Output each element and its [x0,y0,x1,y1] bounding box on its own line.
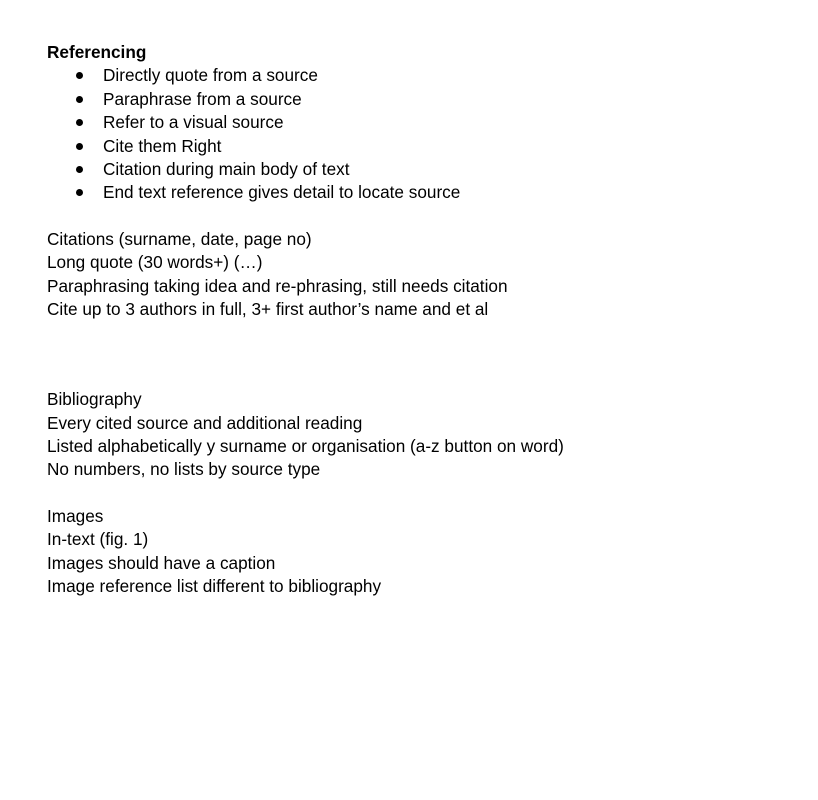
paragraph-spacer [47,482,787,505]
images-line: Images should have a caption [47,552,276,573]
citations-line: Paraphrasing taking idea and re-phrasing, still needs citation [47,275,508,296]
images-heading: Images [47,505,104,526]
list-item: Cite them Right [47,135,787,158]
bibliography-heading: Bibliography [47,389,142,410]
paragraph-spacer [47,321,787,388]
bibliography-line: Listed alphabetically y surname or organisation (a-z button on word) [47,436,564,457]
paragraph-spacer [47,205,787,228]
bullet-icon [76,189,83,196]
list-item: Citation during main body of text [47,158,787,181]
referencing-heading: Referencing [47,42,147,62]
images-line: In-text (fig. 1) [47,529,149,550]
list-item: Refer to a visual source [47,111,787,134]
list-item: Paraphrase from a source [47,88,787,111]
bibliography-line: Every cited source and additional reading [47,412,363,433]
citations-line: Cite up to 3 authors in full, 3+ first author’s name and et al [47,298,489,319]
bibliography-line: No numbers, no lists by source type [47,459,321,480]
citations-line: Long quote (30 words+) (…) [47,252,263,273]
images-line: Image reference list different to bibliography [47,576,382,597]
referencing-list [47,64,787,204]
citations-line: Citations (surname, date, page no) [47,228,312,249]
bullet-icon [76,72,83,79]
list-item: Directly quote from a source [47,64,787,87]
bullet-icon [76,119,83,126]
list-item: End text reference gives detail to locate source [47,181,787,204]
bullet-icon [76,166,83,173]
document-page [47,41,787,598]
bullet-icon [76,96,83,103]
bullet-icon [76,143,83,150]
